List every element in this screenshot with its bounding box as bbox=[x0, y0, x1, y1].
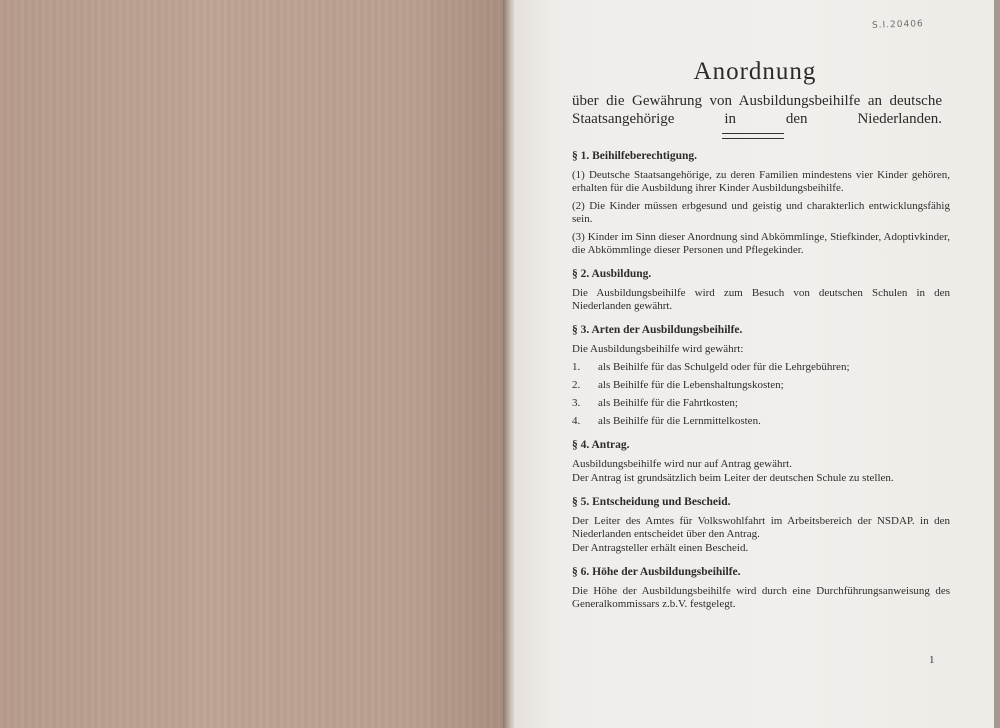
page-subtitle: über die Gewährung von Ausbildungsbeihilfe an deutsche Staatsangehörige in den Niederlanden. bbox=[572, 93, 942, 127]
document-body bbox=[572, 150, 950, 622]
section-paragraph: Der Leiter des Amtes für Volkswohlfahrt im Arbeitsbereich der NSDAP. in den Niederlanden entscheidet über den Antrag. bbox=[572, 515, 950, 540]
section-paragraph: Die Ausbildungsbeihilfe wird zum Besuch von deutschen Schulen in den Niederlanden gewährt. bbox=[572, 287, 950, 312]
section-paragraph: Die Höhe der Ausbildungsbeihilfe wird durch eine Durchführungsanweisung des Generalkommissars z.b.V. festgelegt. bbox=[572, 585, 950, 610]
section-paragraph: (3) Kinder im Sinn dieser Anordnung sind Abkömmlinge, Stiefkinder, Adoptivkinder, die Abkömmlinge dieser Personen und Pflegekinder. bbox=[572, 231, 950, 256]
list-item bbox=[572, 379, 950, 392]
section-paragraph: Ausbildungsbeihilfe wird nur auf Antrag gewährt. bbox=[572, 458, 792, 470]
list-text: als Beihilfe für das Schulgeld oder für die Lehrgebühren; bbox=[598, 361, 850, 373]
archive-note: S.I.20406 bbox=[872, 19, 925, 31]
list-item bbox=[572, 415, 950, 428]
list-text: als Beihilfe für die Lebenshaltungskosten; bbox=[598, 379, 784, 391]
section-heading: § 5. Entscheidung und Bescheid. bbox=[572, 496, 731, 508]
list-item bbox=[572, 361, 950, 374]
section-paragraph: Der Antragsteller erhält einen Bescheid. bbox=[572, 542, 749, 554]
section-3 bbox=[572, 324, 950, 428]
page-number: 1 bbox=[929, 654, 935, 666]
list-text: als Beihilfe für die Fahrtkosten; bbox=[598, 397, 738, 409]
list-number: 2. bbox=[572, 379, 581, 391]
section-paragraph: Der Antrag ist grundsätzlich beim Leiter der deutschen Schule zu stellen. bbox=[572, 472, 894, 484]
section-4 bbox=[572, 439, 950, 485]
page-title: Anordnung bbox=[693, 58, 817, 85]
section-1 bbox=[572, 150, 950, 257]
list-number: 4. bbox=[572, 415, 581, 427]
title-double-rule bbox=[722, 133, 784, 139]
section-paragraph: Die Ausbildungsbeihilfe wird gewährt: bbox=[572, 343, 744, 355]
section-heading: § 2. Ausbildung. bbox=[572, 268, 652, 280]
section-2 bbox=[572, 268, 950, 313]
section-heading: § 3. Arten der Ausbildungsbeihilfe. bbox=[572, 324, 743, 336]
list-number: 1. bbox=[572, 361, 581, 373]
list-text: als Beihilfe für die Lernmittelkosten. bbox=[598, 415, 761, 427]
section-5 bbox=[572, 496, 950, 555]
page-edge bbox=[994, 0, 1000, 728]
section-heading: § 4. Antrag. bbox=[572, 439, 630, 451]
right-page bbox=[514, 0, 996, 728]
list-item bbox=[572, 397, 950, 410]
section-heading: § 6. Höhe der Ausbildungsbeihilfe. bbox=[572, 566, 741, 578]
section-heading: § 1. Beihilfeberechtigung. bbox=[572, 150, 698, 162]
section-paragraph: (1) Deutsche Staatsangehörige, zu deren Familien mindestens vier Kinder gehören, erhalten für die Ausbildung ihrer Kinder Ausbildungsbeihilfe. bbox=[572, 169, 950, 194]
section-paragraph: (2) Die Kinder müssen erbgesund und geistig und charakterlich entwicklungsfähig sein. bbox=[572, 200, 950, 225]
section-6 bbox=[572, 566, 950, 611]
list-number: 3. bbox=[572, 397, 581, 409]
